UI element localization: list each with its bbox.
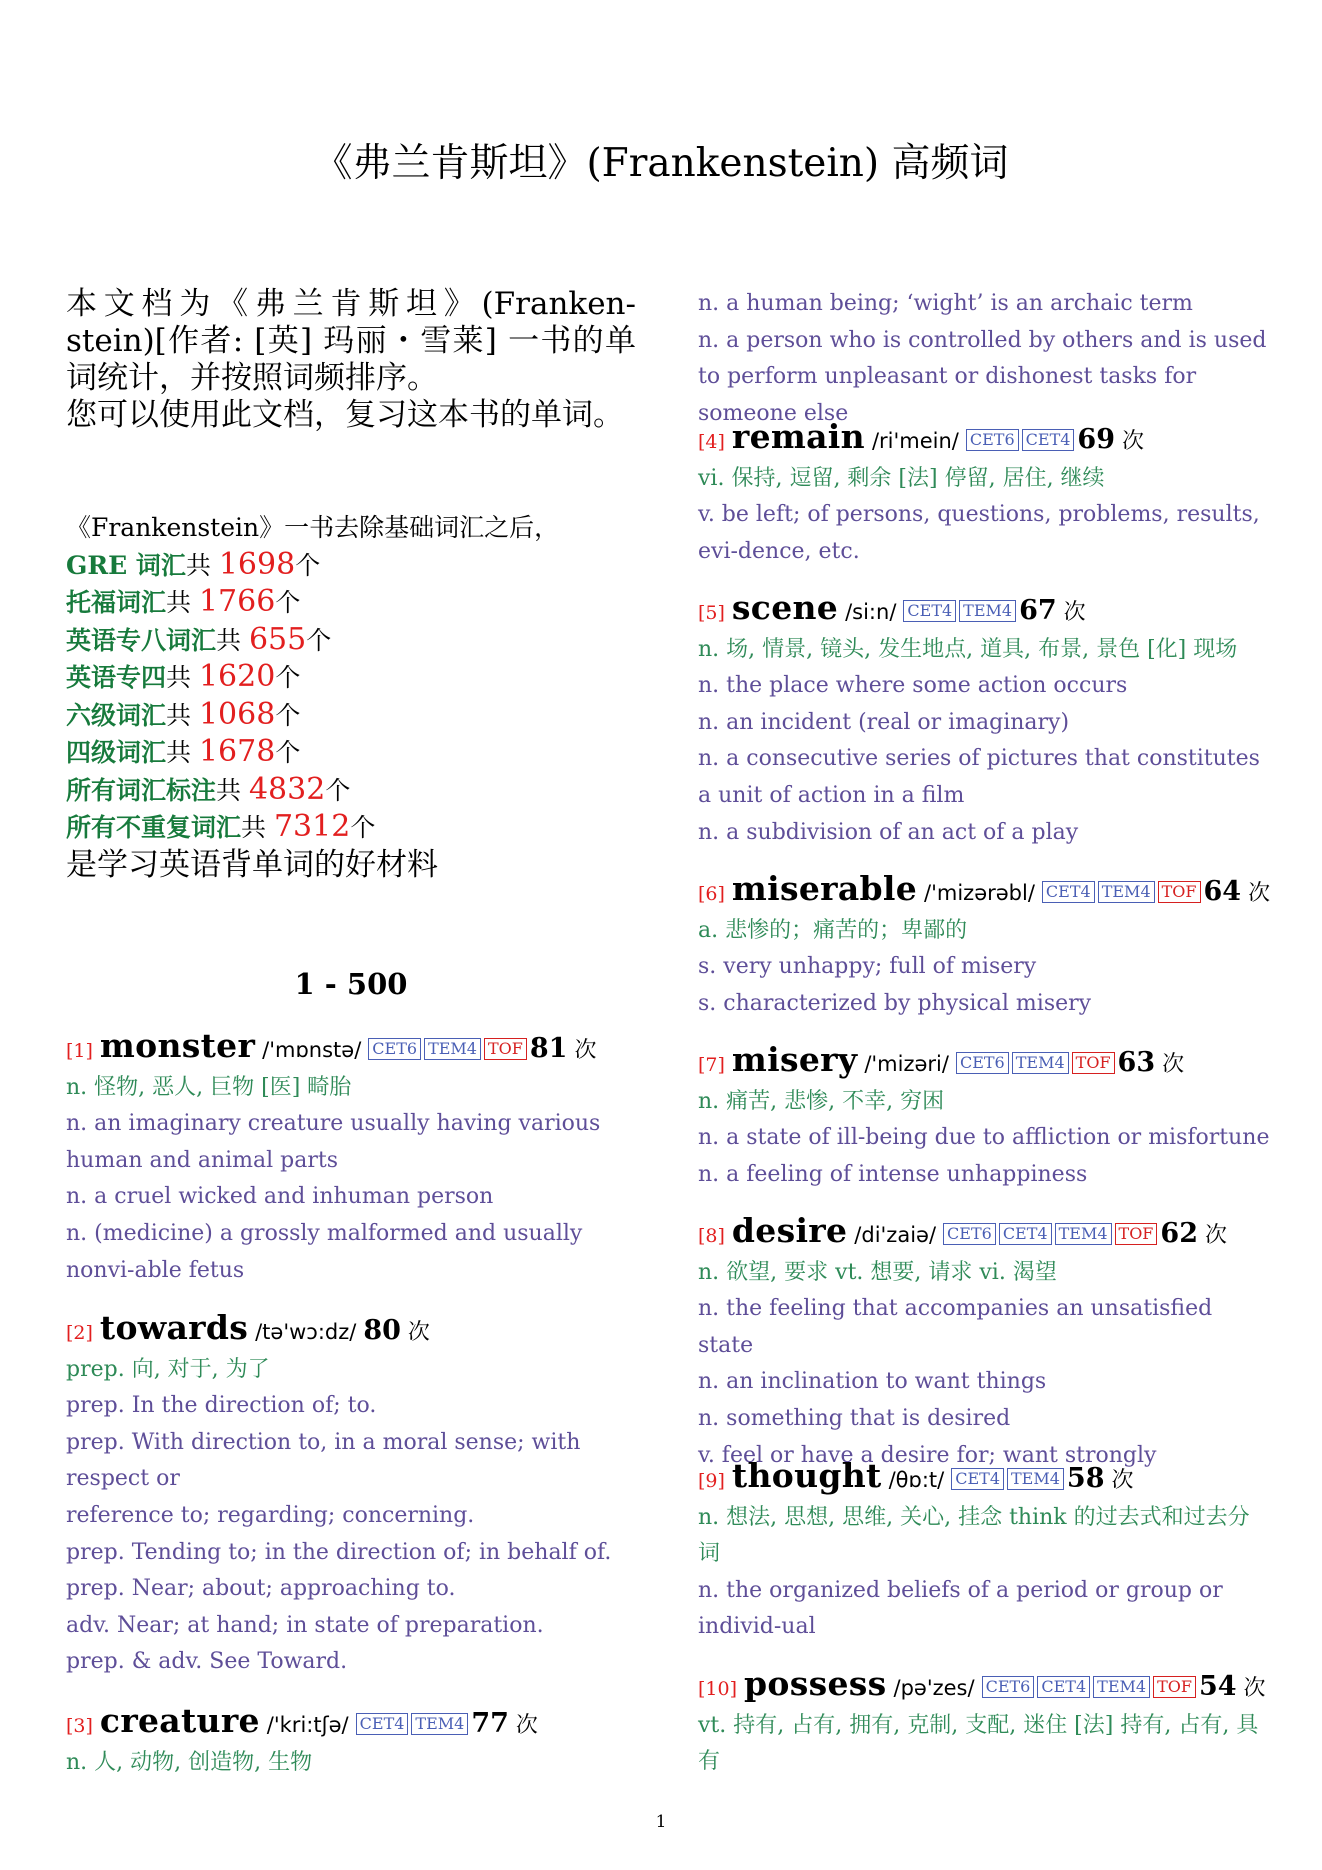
- english-definition: n. an imaginary creature usually having various human and animal parts: [66, 1111, 601, 1173]
- phonetic: /'kri:tʃə/: [266, 1713, 349, 1737]
- english-definition: n. a human being; ‘wight’ is an archaic term: [698, 291, 1193, 316]
- stats-label: GRE 词汇: [66, 550, 186, 580]
- chinese-definition: n. 想法, 思想, 思维, 关心, 挂念 think 的过去式和过去分词: [698, 1504, 1250, 1567]
- chinese-definition: n. 场, 情景, 镜头, 发生地点, 道具, 布景, 景色 [化] 现场: [698, 636, 1238, 662]
- stats-unit: 个: [295, 550, 321, 580]
- english-definition: v. feel or have a desire for; want strongly: [698, 1442, 1157, 1468]
- chinese-definition: n. 痛苦, 悲惨, 不幸, 穷困: [698, 1088, 945, 1114]
- frequency-count: 77: [471, 1708, 509, 1739]
- phonetic: /θɒ:t/: [888, 1468, 945, 1492]
- chinese-definition: n. 怪物, 恶人, 巨物 [医] 畸胎: [66, 1074, 352, 1100]
- count-unit: 次: [1204, 1223, 1227, 1248]
- entry-header: [66, 1028, 636, 1070]
- english-definition: n. something that is desired: [698, 1405, 1011, 1431]
- count-unit: 次: [1122, 429, 1145, 454]
- stats-unit: 个: [275, 663, 301, 692]
- chinese-definition: n. 欲望, 要求 vt. 想要, 请求 vi. 渴望: [698, 1259, 1057, 1285]
- english-definition: reference to; regarding; concerning.: [66, 1502, 475, 1528]
- count-unit: 次: [1243, 1676, 1266, 1701]
- exam-tag-tem4: TEM4: [1012, 1052, 1069, 1074]
- stats-number: 1068: [198, 696, 276, 732]
- chinese-definition: prep. 向, 对于, 为了: [66, 1356, 270, 1382]
- entry-header: [698, 419, 1270, 461]
- frequency-count: 63: [1117, 1047, 1156, 1078]
- stats-row-cet6: [66, 697, 636, 735]
- headword: creature: [99, 1701, 260, 1740]
- word-entry-3: [66, 1703, 636, 1781]
- stats-mid: 共: [216, 775, 249, 805]
- word-entry-7: [698, 1042, 1270, 1193]
- exam-tag-cet6: CET6: [956, 1052, 1009, 1074]
- exam-tag-tem4: TEM4: [411, 1713, 468, 1735]
- english-definition: prep. Near; about; approaching to.: [66, 1576, 456, 1602]
- stats-unit: 个: [306, 625, 332, 655]
- frequency-count: 58: [1066, 1463, 1105, 1494]
- exam-tag-cet4: CET4: [999, 1223, 1052, 1245]
- stats-row-tem4: [66, 659, 636, 697]
- stats-number: 655: [248, 621, 307, 657]
- exam-tag-cet4: CET4: [903, 600, 956, 622]
- exam-tag-cet6: CET6: [966, 429, 1019, 451]
- english-definition: s. characterized by physical misery: [698, 990, 1092, 1016]
- entry-index: [9]: [698, 1470, 725, 1492]
- stats-label: 英语专八词汇: [66, 625, 217, 655]
- english-definition: adv. Near; at hand; in state of preparation.: [66, 1612, 544, 1638]
- stats-row-toefl: [66, 584, 636, 622]
- count-unit: 次: [574, 1038, 597, 1063]
- phonetic: /di'zaiə/: [854, 1223, 937, 1247]
- english-definition: n. the place where some action occurs: [698, 673, 1128, 699]
- english-definition: n. a feeling of intense unhappiness: [698, 1161, 1088, 1187]
- headword: thought: [731, 1456, 882, 1495]
- stats-label: 四级词汇: [66, 738, 167, 767]
- frequency-count: 67: [1019, 595, 1057, 626]
- frequency-count: 54: [1198, 1671, 1237, 1702]
- entry-header: [698, 1458, 1270, 1500]
- exam-tag-tof: TOF: [484, 1038, 527, 1060]
- intro-line-1: 本文档为《弗兰肯斯坦》(Franken-stein)[作者: [英] 玛丽・雪莱] 一书的单词统计，并按照词频排序。: [66, 286, 636, 396]
- phonetic: /si:n/: [845, 600, 897, 624]
- stats-mid: 共: [166, 663, 199, 692]
- exam-tag-tem4: TEM4: [1098, 881, 1155, 903]
- stats-mid: 共: [216, 625, 249, 655]
- headword: misery: [731, 1040, 858, 1079]
- stats-row-gre: [66, 547, 636, 585]
- english-definition: n. a subdivision of an act of a play: [698, 819, 1079, 845]
- exam-tag-tem4: TEM4: [1055, 1223, 1112, 1245]
- headword: miserable: [731, 869, 918, 908]
- stats-number: 1698: [218, 546, 296, 582]
- english-definition: prep. In the direction of; to.: [66, 1393, 377, 1419]
- english-definition: v. be left; of persons, questions, problems, results, evi-dence, etc.: [698, 502, 1260, 564]
- entry-header: [698, 1666, 1270, 1708]
- chinese-definition: vt. 持有, 占有, 拥有, 克制, 支配, 迷住 [法] 持有, 占有, 具有: [698, 1712, 1259, 1775]
- entry-header: [698, 590, 1270, 632]
- english-definition: n. an inclination to want things: [698, 1369, 1047, 1395]
- count-unit: 次: [1162, 1052, 1185, 1077]
- count-unit: 次: [515, 1713, 538, 1738]
- entry-index: [10]: [698, 1678, 738, 1700]
- exam-tag-tem4: TEM4: [424, 1038, 481, 1060]
- stats-unit: 个: [325, 775, 351, 805]
- exam-tag-tem4: TEM4: [1007, 1468, 1064, 1490]
- headword: towards: [99, 1308, 249, 1347]
- english-definition: prep. Tending to; in the direction of; in behalf of.: [66, 1539, 612, 1565]
- stats-number: 1678: [198, 734, 276, 769]
- word-entry-5: [698, 590, 1270, 851]
- phonetic: /'mizəri/: [864, 1052, 949, 1076]
- headword: remain: [731, 417, 865, 456]
- entry-index: [1]: [66, 1040, 93, 1062]
- exam-tag-cet6: CET6: [982, 1676, 1035, 1698]
- headword: desire: [731, 1211, 848, 1250]
- word-entry-6: [698, 871, 1270, 1022]
- english-definition: s. very unhappy; full of misery: [698, 954, 1037, 980]
- stats-unit: 个: [275, 588, 301, 617]
- document-title: 《弗兰肯斯坦》(Frankenstein) 高频词: [313, 141, 1009, 186]
- stats-unit: 个: [275, 700, 301, 730]
- english-definition: n. a cruel wicked and inhuman person: [66, 1184, 494, 1210]
- stats-number: 4832: [248, 771, 326, 807]
- stats-unit: 个: [275, 738, 301, 767]
- stats-row-all: [66, 772, 636, 810]
- english-definition: prep. With direction to, in a moral sense; with respect or: [66, 1429, 581, 1492]
- exam-tag-cet4: CET4: [951, 1468, 1004, 1490]
- chinese-definition: a. 悲惨的；痛苦的；卑鄙的: [698, 917, 968, 943]
- english-definition: prep. & adv. See Toward.: [66, 1649, 348, 1675]
- stats-mid: 共: [166, 588, 199, 617]
- headword: scene: [731, 588, 839, 627]
- exam-tag-cet4: CET4: [1022, 429, 1075, 451]
- phonetic: /ri'mein/: [871, 429, 959, 453]
- chinese-definition: n. 人, 动物, 创造物, 生物: [66, 1749, 313, 1775]
- word-entry-8: [698, 1213, 1270, 1474]
- stats-closing: 是学习英语背单词的好材料: [66, 846, 438, 883]
- frequency-count: 64: [1203, 876, 1242, 907]
- stats-label: 所有词汇标注: [66, 775, 217, 805]
- entry-index: [3]: [66, 1715, 93, 1737]
- vocabulary-stats: [66, 510, 636, 883]
- exam-tag-cet6: CET6: [943, 1223, 996, 1245]
- entry-index: [5]: [698, 602, 725, 624]
- exam-tag-tem4: TEM4: [959, 600, 1016, 622]
- exam-tag-tof: TOF: [1072, 1052, 1115, 1074]
- entry-header: [66, 1703, 636, 1745]
- entry-index: [8]: [698, 1225, 725, 1247]
- stats-mid: 共: [241, 813, 274, 842]
- entry-header: [698, 871, 1270, 913]
- entry-index: [2]: [66, 1322, 93, 1344]
- stats-number: 7312: [273, 809, 351, 844]
- stats-label: 托福词汇: [66, 588, 167, 617]
- frequency-count: 62: [1160, 1218, 1198, 1249]
- stats-unit: 个: [350, 813, 376, 842]
- frequency-count: 81: [529, 1033, 568, 1064]
- frequency-count: 80: [363, 1315, 401, 1346]
- exam-tag-cet4: CET4: [1042, 881, 1095, 903]
- chinese-definition: vi. 保持, 逗留, 剩余 [法] 停留, 居住, 继续: [698, 465, 1105, 491]
- exam-tag-cet6: CET6: [368, 1038, 421, 1060]
- stats-row-tem8: [66, 622, 636, 660]
- intro-line-2: 您可以使用此文档，复习这本书的单词。: [66, 397, 624, 433]
- stats-mid: 共: [166, 700, 199, 730]
- entry-index: [6]: [698, 883, 725, 905]
- english-definition: n. a state of ill-being due to affliction or misfortune: [698, 1125, 1270, 1151]
- word-entry-2: [66, 1310, 636, 1681]
- frequency-count: 69: [1077, 424, 1115, 455]
- english-definition: n. the organized beliefs of a period or group or individ-ual: [698, 1577, 1223, 1640]
- word-entry-10: [698, 1666, 1270, 1781]
- entry-index: [7]: [698, 1054, 725, 1076]
- intro-paragraph: [66, 286, 636, 434]
- stats-row-unique: [66, 809, 636, 847]
- count-unit: 次: [1111, 1468, 1134, 1493]
- exam-tag-cet4: CET4: [1037, 1676, 1090, 1698]
- exam-tag-tof: TOF: [1115, 1223, 1158, 1245]
- exam-tag-cet4: CET4: [356, 1713, 409, 1735]
- entry-header: [698, 1042, 1270, 1084]
- word-entry-9: [698, 1458, 1270, 1646]
- stats-row-cet4: [66, 734, 636, 772]
- word-entry-4: [698, 419, 1270, 570]
- stats-mid: 共: [166, 738, 199, 767]
- english-definition: n. a person who is controlled by others and is used to perform unpleasant or dishonest tasks for someone else: [698, 327, 1267, 426]
- entry-header: [698, 1213, 1270, 1255]
- page-number: 1: [655, 1812, 667, 1832]
- phonetic: /tə'wɔ:dz/: [255, 1320, 357, 1344]
- stats-mid: 共: [185, 550, 219, 580]
- count-unit: 次: [1248, 881, 1271, 906]
- stats-label: 所有不重复词汇: [66, 813, 242, 842]
- word-entry-3-cont: [698, 286, 1270, 432]
- count-unit: 次: [407, 1320, 430, 1345]
- stats-label: 英语专四: [66, 663, 167, 692]
- stats-number: 1766: [198, 584, 276, 619]
- english-definition: n. the feeling that accompanies an unsatisfied state: [698, 1296, 1213, 1358]
- headword: monster: [99, 1026, 256, 1065]
- entry-header: [66, 1310, 636, 1352]
- stats-heading: 《Frankenstein》一书去除基础词汇之后，: [66, 513, 560, 542]
- count-unit: 次: [1063, 600, 1086, 625]
- range-heading: 1 - 500: [294, 967, 408, 1001]
- stats-number: 1620: [198, 659, 276, 694]
- phonetic: /'mɒnstə/: [262, 1038, 362, 1062]
- english-definition: n. an incident (real or imaginary): [698, 709, 1070, 735]
- exam-tag-tof: TOF: [1153, 1676, 1196, 1698]
- exam-tag-tof: TOF: [1158, 881, 1201, 903]
- headword: possess: [744, 1664, 887, 1703]
- phonetic: /'mizərəbl/: [924, 881, 1035, 905]
- exam-tag-tem4: TEM4: [1093, 1676, 1150, 1698]
- entry-index: [4]: [698, 431, 725, 453]
- english-definition: n. (medicine) a grossly malformed and usually nonvi-able fetus: [66, 1220, 583, 1283]
- word-entry-1: [66, 1028, 636, 1289]
- phonetic: /pə'zes/: [893, 1676, 975, 1700]
- english-definition: n. a consecutive series of pictures that constitutes a unit of action in a film: [698, 746, 1260, 808]
- stats-label: 六级词汇: [66, 700, 167, 730]
